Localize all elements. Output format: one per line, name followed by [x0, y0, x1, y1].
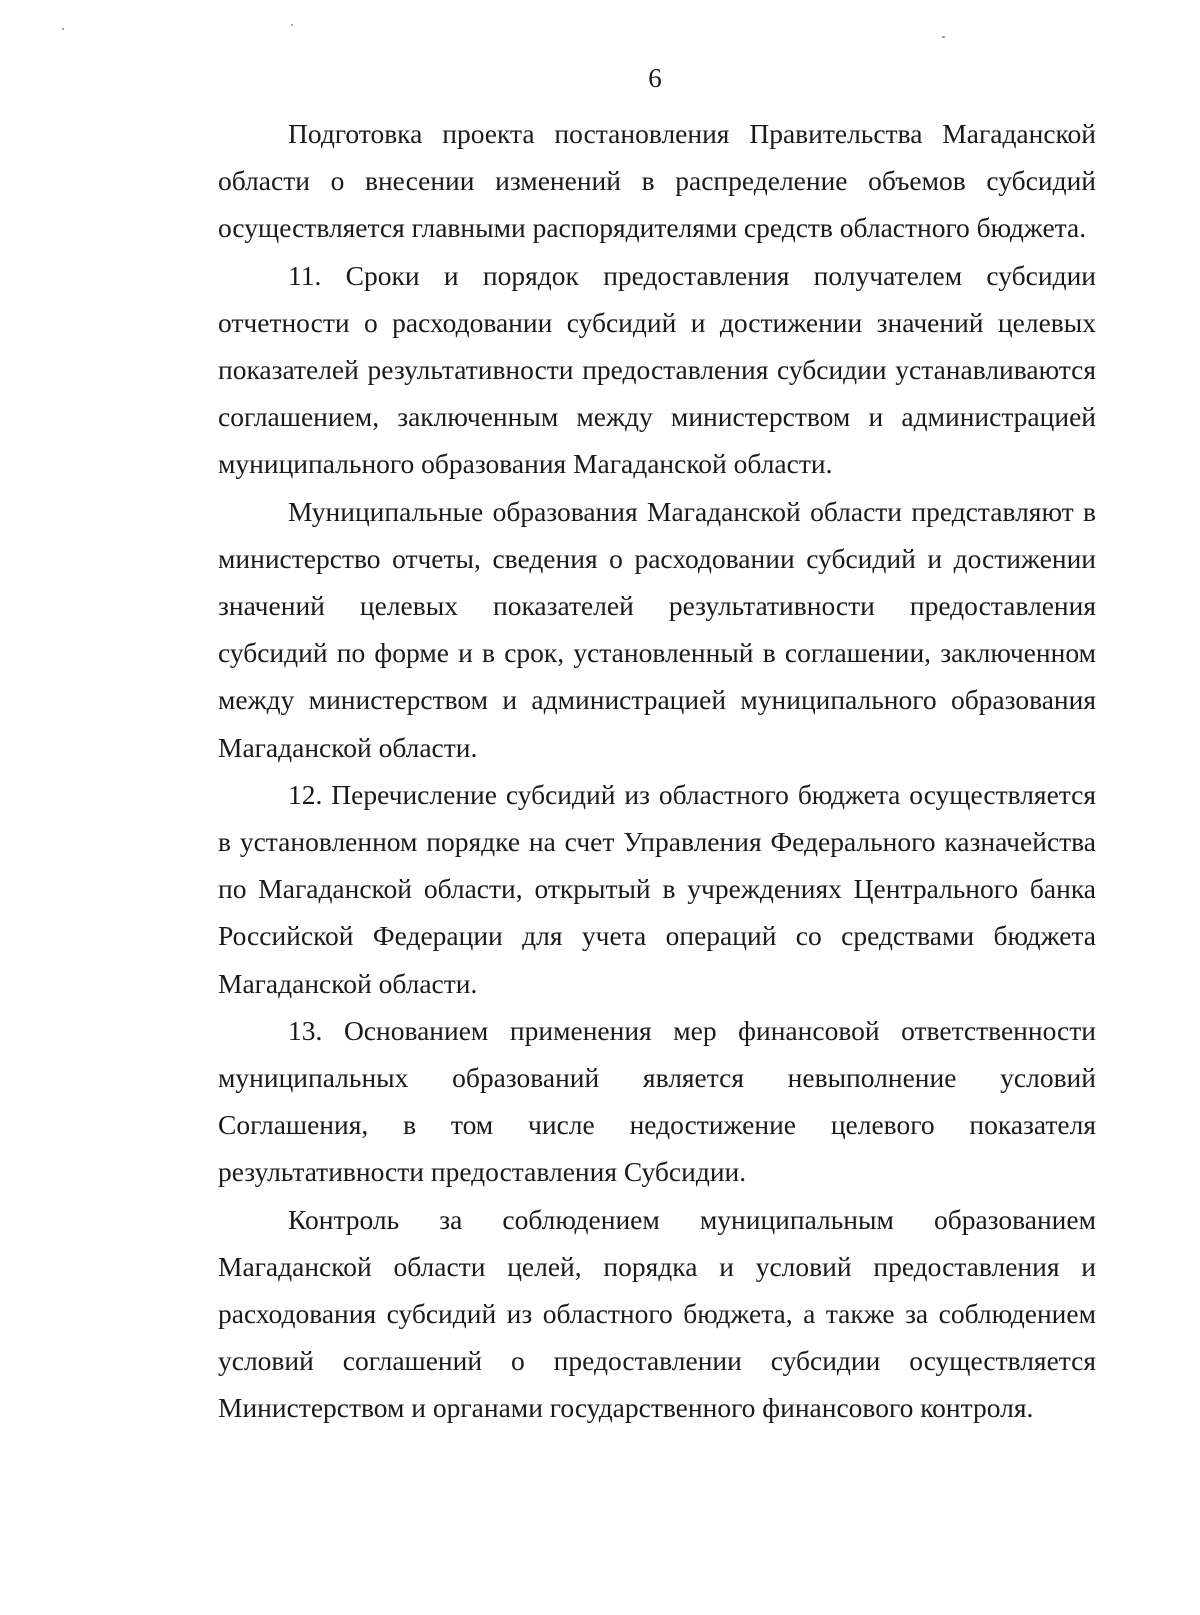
- paragraph-12-transfer: 12. Перечисление субсидий из областного бюджета осуществляется в установленном порядке на счет Управления Федерального казначейства по Магаданской области, открытый в учреждениях Центрального банка Российской Федерации для учета операций со средствами бюджета Магаданской области.: [218, 778, 1096, 999]
- scan-speck: [942, 36, 945, 38]
- page-number: 6: [648, 63, 662, 93]
- scan-speck: [291, 24, 293, 26]
- paragraph-control: Контроль за соблюдением муниципальным образованием Магаданской области целей, порядка и условий предоставления и расходования субсидий из областного бюджета, а также за соблюдением условий соглашений о предоставлении субсидии осуществляется Министерством и органами государственного финансового контроля.: [218, 1203, 1096, 1424]
- scan-speck: [62, 28, 64, 30]
- paragraph-13-responsibility: 13. Основанием применения мер финансовой ответственности муниципальных образований является невыполнение условий Соглашения, в том числе недостижение целевого показателя результативности предоставления Субсидии.: [218, 1014, 1096, 1188]
- document-body: [218, 110, 1096, 1432]
- paragraph-draft-preparation: Подготовка проекта постановления Правительства Магаданской области о внесении изменений в распределение объемов субсидий осуществляется главными распорядителями средств областного бюджета.: [218, 118, 1096, 244]
- paragraph-municipal-reports: Муниципальные образования Магаданской области представляют в министерство отчеты, сведения о расходовании субсидий и достижении значений целевых показателей результативности предоставления субсидий по форме и в срок, установленный в соглашении, заключенном между министерством и администрацией муниципального образования Магаданской области.: [218, 495, 1096, 763]
- paragraph-11-reporting-terms: 11. Сроки и порядок предоставления получателем субсидии отчетности о расходовании субсидий и достижении значений целевых показателей результативности предоставления субсидии устанавливаются соглашением, заключенным между министерством и администрацией муниципального образования Магаданской области.: [218, 259, 1096, 480]
